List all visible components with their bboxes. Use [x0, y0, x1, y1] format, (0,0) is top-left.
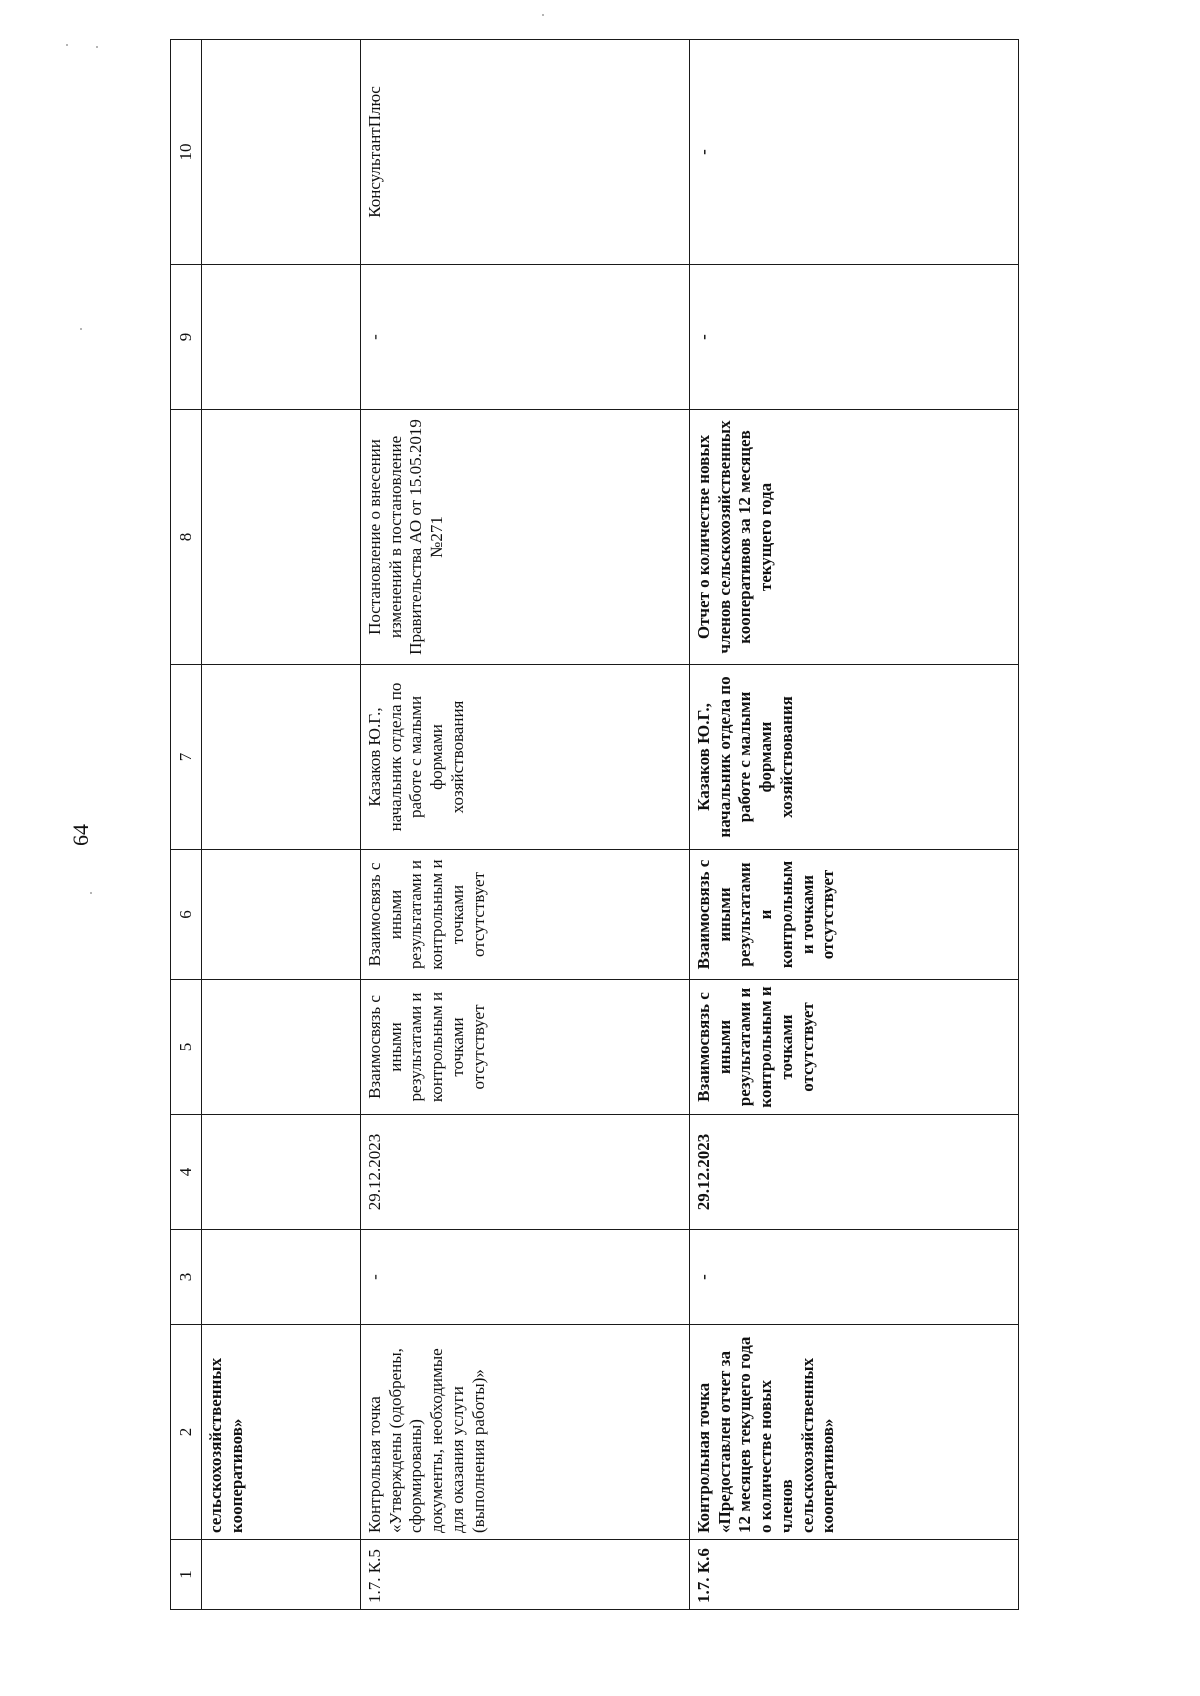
header-cell: 4 [171, 1115, 202, 1230]
table-cell [202, 1230, 361, 1325]
row-col10-cell: - [690, 40, 1019, 265]
row-col9-cell: - [690, 265, 1019, 410]
continuation-name-cell: сельскохозяйственных кооперативов» [202, 1325, 361, 1540]
row-col6-cell: Взаимосвязь с иными результатами и контрольным и точками отсутствует [361, 850, 690, 980]
header-cell: 8 [171, 410, 202, 665]
header-cell: 1 [171, 1540, 202, 1610]
row-date-cell: 29.12.2023 [690, 1115, 1019, 1230]
header-cell: 5 [171, 980, 202, 1115]
row-document-cell: Отчет о количестве новых членов сельскохозяйственных кооперативов за 12 месяцев текущего года [690, 410, 1019, 665]
table-cell [202, 40, 361, 265]
table-cell [202, 980, 361, 1115]
results-table [170, 39, 1019, 1610]
row-date-cell: 29.12.2023 [361, 1115, 690, 1230]
row-col5-cell: Взаимосвязь с иными результатами и контрольным и точками отсутствует [690, 980, 1019, 1115]
scan-speck [66, 44, 68, 46]
header-cell: 2 [171, 1325, 202, 1540]
table-row [690, 40, 1019, 1610]
table-cell [202, 265, 361, 410]
header-cell: 7 [171, 665, 202, 850]
table-row [361, 40, 690, 1610]
table-cell [202, 850, 361, 980]
row-name-cell: Контрольная точка «Предоставлен отчет за 12 месяцев текущего года о количестве новых членов сельскохозяйственных кооперативов» [690, 1325, 1019, 1540]
header-cell: 3 [171, 1230, 202, 1325]
table-cell [202, 410, 361, 665]
row-id-cell: 1.7. К.5 [361, 1540, 690, 1610]
header-cell: 9 [171, 265, 202, 410]
scan-speck [542, 14, 544, 16]
row-name-cell: Контрольная точка «Утверждены (одобрены, сформированы) документы, необходимые для оказания услуги (выполнения работы)» [361, 1325, 690, 1540]
row-col5-cell: Взаимосвязь с иными результатами и контрольным и точками отсутствует [361, 980, 690, 1115]
scan-speck [90, 892, 92, 894]
table-cell [202, 1540, 361, 1610]
table-cell [202, 665, 361, 850]
row-responsible-cell: Казаков Ю.Г., начальник отдела по работе с малыми формами хозяйствования [361, 665, 690, 850]
results-table-rotated [170, 40, 1000, 1610]
table-cell [202, 1115, 361, 1230]
continuation-row [202, 40, 361, 1610]
page-number: 64 [68, 824, 93, 846]
scan-speck [96, 46, 98, 48]
row-col6-cell: Взаимосвязь с иными результатами и контрольным и точками отсутствует [690, 850, 1019, 980]
table-header-row [171, 40, 202, 1610]
row-col3-cell: - [361, 1230, 690, 1325]
row-document-cell: Постановление о внесении изменений в постановление Правительства АО от 15.05.2019 №271 [361, 410, 690, 665]
row-col3-cell: - [690, 1230, 1019, 1325]
row-col9-cell: - [361, 265, 690, 410]
row-id-cell: 1.7. К.6 [690, 1540, 1019, 1610]
scan-speck [80, 328, 82, 330]
row-col10-cell: КонсультантПлюс [361, 40, 690, 265]
row-responsible-cell: Казаков Ю.Г., начальник отдела по работе с малыми формами хозяйствования [690, 665, 1019, 850]
header-cell: 10 [171, 40, 202, 265]
header-cell: 6 [171, 850, 202, 980]
